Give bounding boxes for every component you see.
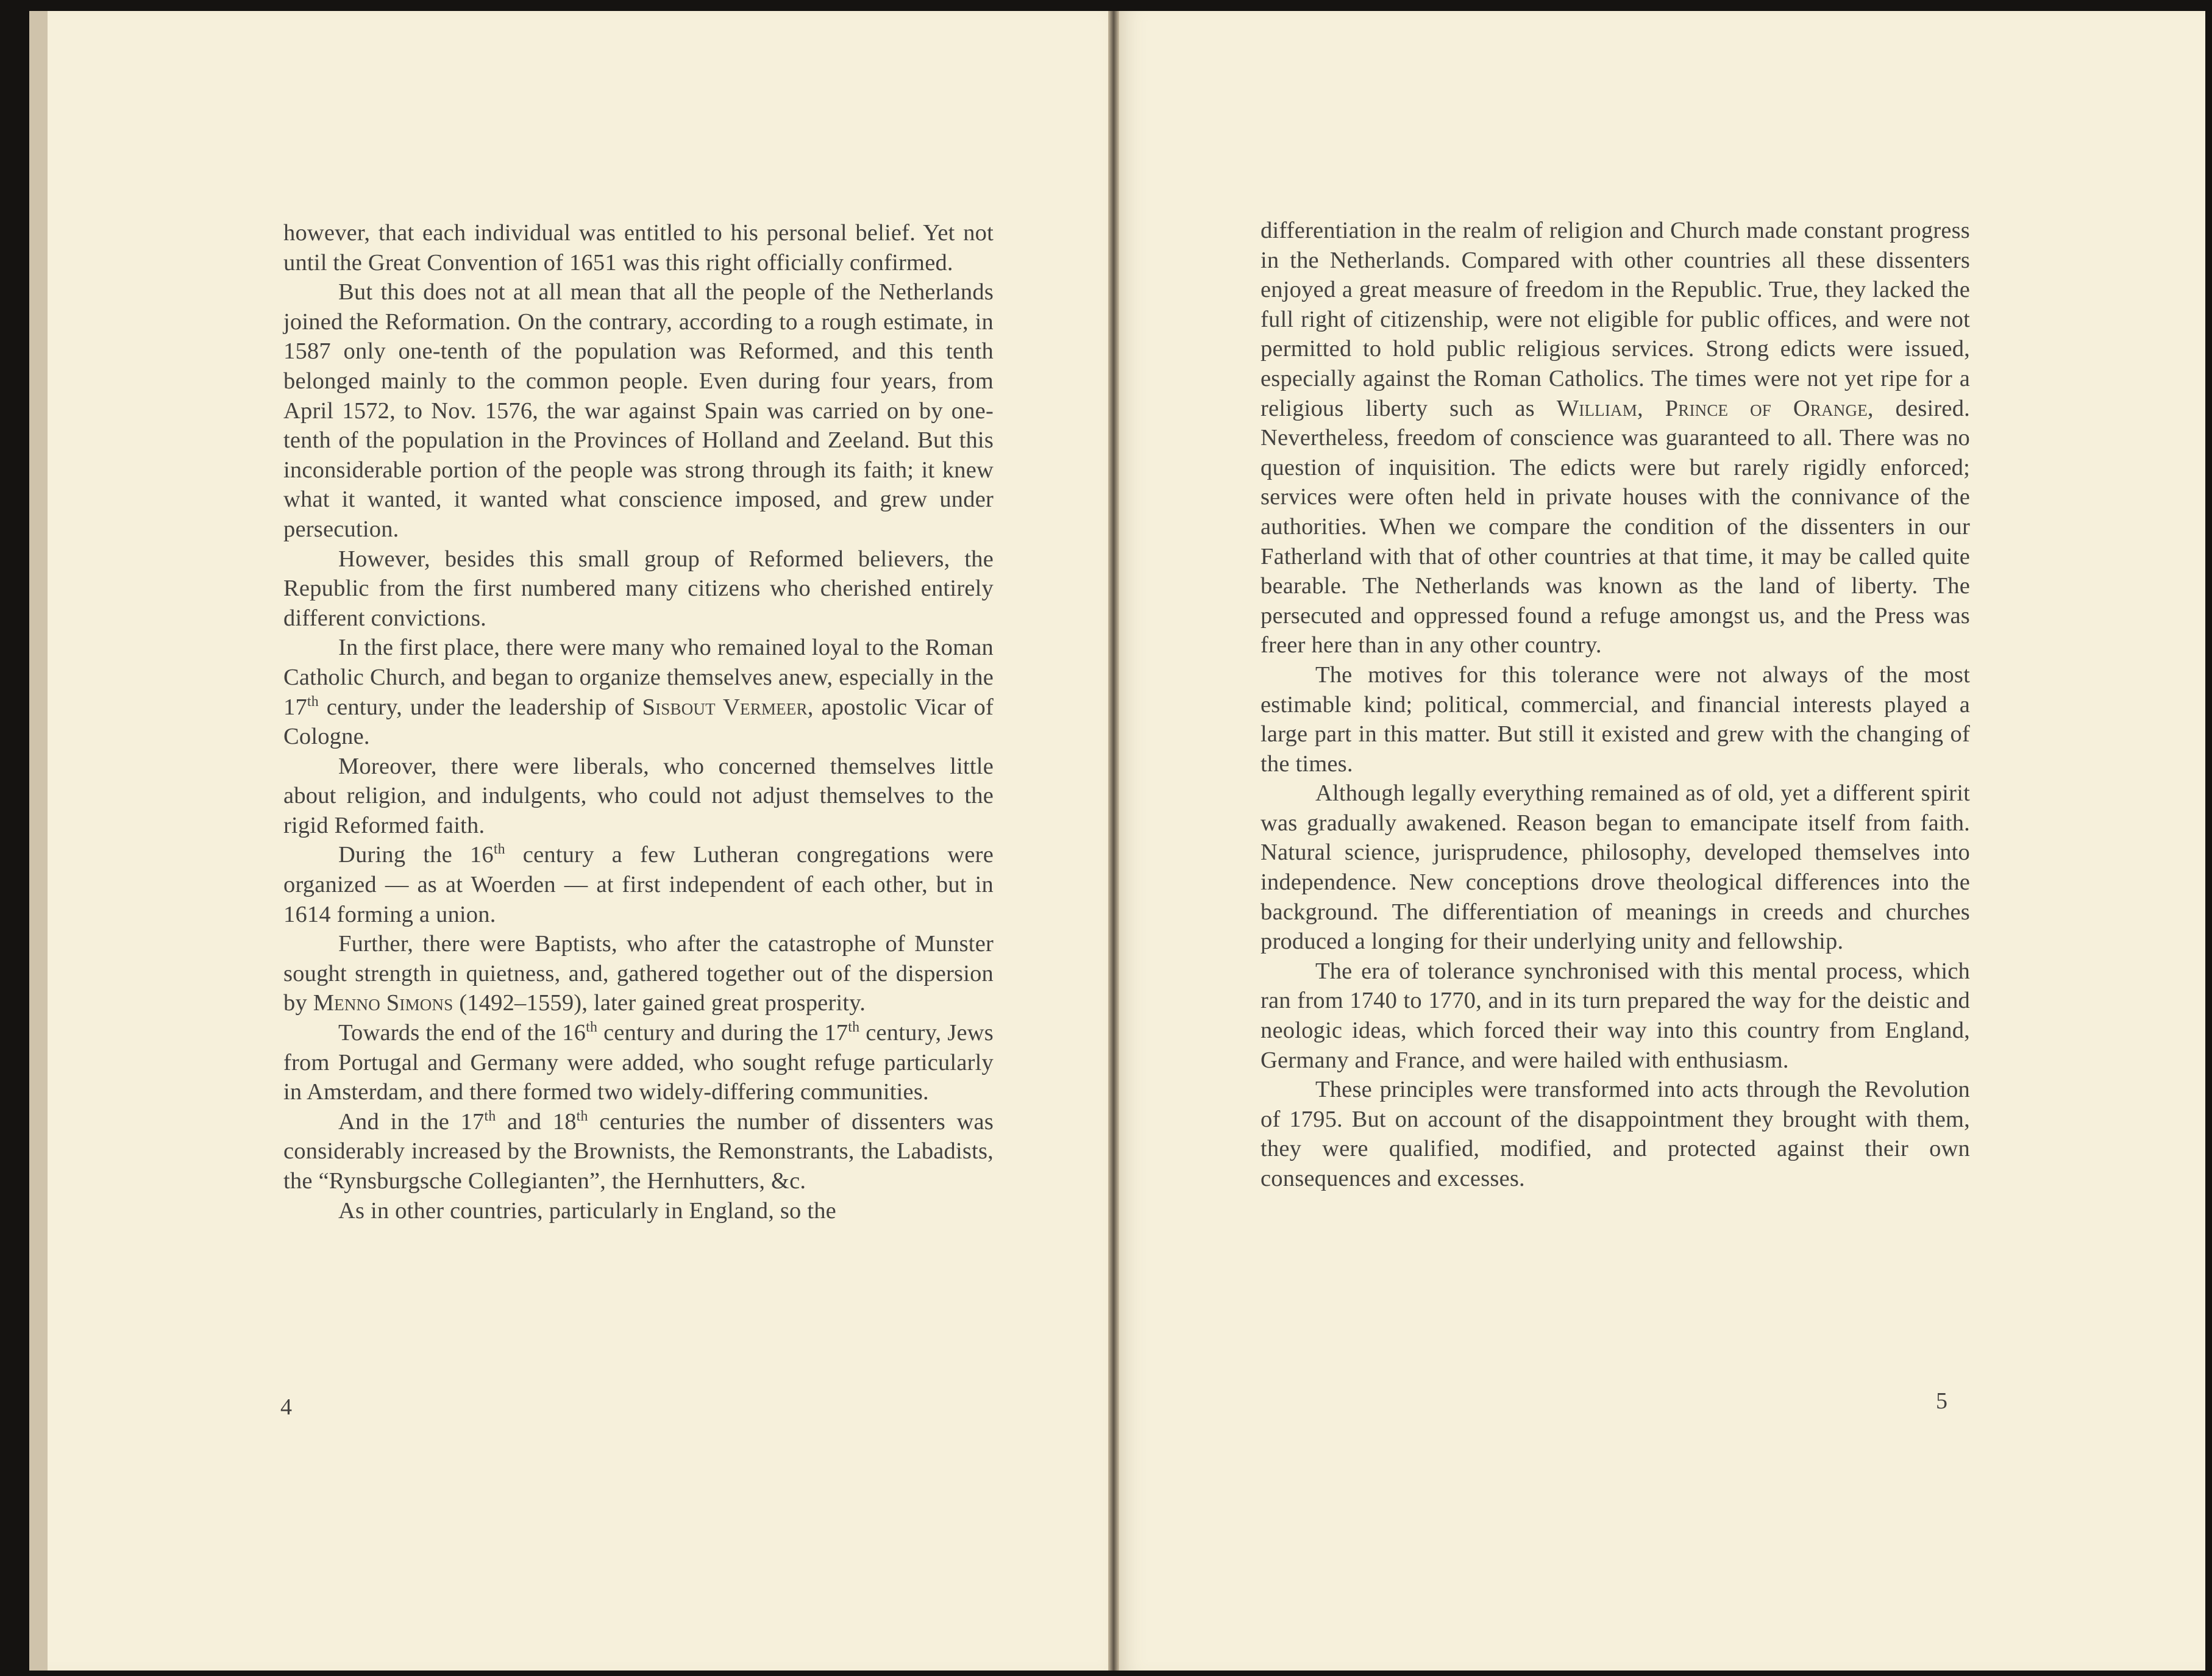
text-run: century, under the leadership of: [318, 694, 642, 720]
paragraph: Although legally everything remained as of old, yet a different spirit was gradually awakened. Reason began to emancipate itself from faith. Natural science, jurisprudence, philosophy, developed themselves into independence. New conceptions drove theological differences into the background. The differentiation of meanings in creeds and churches produced a longing for their underlying unity and fellowship.: [1261, 780, 1970, 955]
superscript: th: [848, 1019, 860, 1036]
paragraph: [283, 929, 994, 1018]
paragraph: However, besides this small group of Reformed believers, the Republic from the first numbered many citizens who cherished entirely different convictions.: [283, 546, 994, 631]
superscript: th: [576, 1108, 588, 1124]
text-run: And in the 17: [338, 1108, 485, 1135]
page-number: 5: [1936, 1388, 1947, 1414]
right-page: [1119, 11, 2205, 1671]
paragraph: As in other countries, particularly in England, so the: [338, 1197, 836, 1224]
text-run: and 18: [496, 1108, 577, 1135]
superscript: th: [586, 1019, 598, 1036]
text-run: century and during the 17: [597, 1020, 848, 1046]
text-run: , apostolic Vicar of Cologne.: [283, 694, 994, 750]
text-run: century a few Lutheran congregations were organized — as at Woerden — at first independent of each other, but in 1614 forming a union.: [283, 842, 994, 927]
text-run: centuries the number of dissenters was considerably increased by the Brownists, the Remonstrants, the Labadists, the “Rynsburgsche Collegianten”, the Hernhutters, &c.: [283, 1108, 994, 1194]
text-run: During the 16: [338, 842, 494, 868]
superscript: th: [484, 1108, 496, 1124]
paragraph: Moreover, there were liberals, who concerned themselves little about religion, and indulgents, who could not adjust themselves to the rigid Reformed faith.: [283, 753, 994, 838]
paragraph: These principles were transformed into acts through the Revolution of 1795. But on account of the disappointment they brought with them, they were qualified, modified, and protected against their own consequences and excesses.: [1261, 1077, 1970, 1191]
text-run: , desired. Nevertheless, freedom of conscience was guaranteed to all. There was no question of inquisition. The edicts were but rarely rigidly enforced; services were often held in private houses with the connivance of the authorities. When we compare the condition of the dissenters in our Fatherland with that of other countries at that time, it may be called quite bearable. The Netherlands was known as the land of liberty. The persecuted and oppressed found a refuge amongst us, and the Press was freer here than in any other country.: [1261, 395, 1970, 658]
text-run: differentiation in the realm of religion and Church made constant progress in the Netherlands. Compared with other countries all these dissenters enjoyed a great measure of freedom in the Republic. True, they lacked the full right of citizenship, were not eligible for public offices, and were not permitted to hold public religious services. Strong edicts were issued, especially against the Roman Catholics. The times were not yet ripe for a religious liberty such as: [1261, 218, 1970, 421]
paragraph: But this does not at all mean that all the people of the Netherlands joined the Reformation. On the contrary, according to a rough estimate, in 1587 only one-tenth of the population was Reformed, and this tenth belonged mainly to the common people. Even during four years, from April 1572, to Nov. 1576, the war against Spain was carried on by one-tenth of the population in the Provinces of Holland and Zeeland. But this inconsiderable portion of the people was strong through its faith; it knew what it wanted, it wanted what conscience imposed, and grew under persecution.: [283, 279, 994, 542]
superscript: th: [493, 841, 505, 858]
text-run: Further, there were Baptists, who after the catastrophe of Munster sought strength in quietness, and, gathered together out of the dispersion by: [283, 931, 994, 1016]
text-run: In the first place, there were many who remained loyal to the Roman Catholic Church, and began to organize themselves anew, especially in the 17: [283, 635, 994, 720]
paragraph: [283, 840, 994, 929]
text-run: (1492–1559), later gained great prosperity.: [453, 990, 866, 1016]
paragraph: The motives for this tolerance were not always of the most estimable kind; political, commercial, and financial interests played a large part in this matter. But still it existed and grew with the changing of the times.: [1261, 661, 1970, 777]
paragraph: [1261, 216, 1970, 660]
paragraph: [283, 633, 994, 751]
page-number: 4: [280, 1394, 292, 1420]
person-name: William, Prince of Orange: [1556, 395, 1868, 421]
paragraph: The era of tolerance synchronised with this mental process, which ran from 1740 to 1770, and in its turn prepared the way for the deistic and neologic ideas, which forced their way into this country from England, Germany and France, and were hailed with enthusiasm.: [1261, 958, 1970, 1073]
paragraph: [283, 1107, 994, 1196]
left-page-text: [283, 218, 994, 1225]
superscript: th: [307, 693, 319, 710]
left-page: [29, 11, 1126, 1671]
paragraph: however, that each individual was entitled to his personal belief. Yet not until the Great Convention of 1651 was this right officially confirmed.: [283, 220, 994, 276]
person-name: Menno Simons: [313, 990, 453, 1016]
right-page-text: [1261, 216, 1970, 1194]
person-name: Sisbout Vermeer: [642, 694, 808, 720]
text-run: Towards the end of the 16: [338, 1020, 586, 1046]
book-gutter: [1108, 11, 1119, 1671]
paragraph: [283, 1018, 994, 1107]
text-run: century, Jews from Portugal and Germany were added, who sought refuge particularly in Amsterdam, and there formed two widely-differing communities.: [283, 1020, 994, 1105]
